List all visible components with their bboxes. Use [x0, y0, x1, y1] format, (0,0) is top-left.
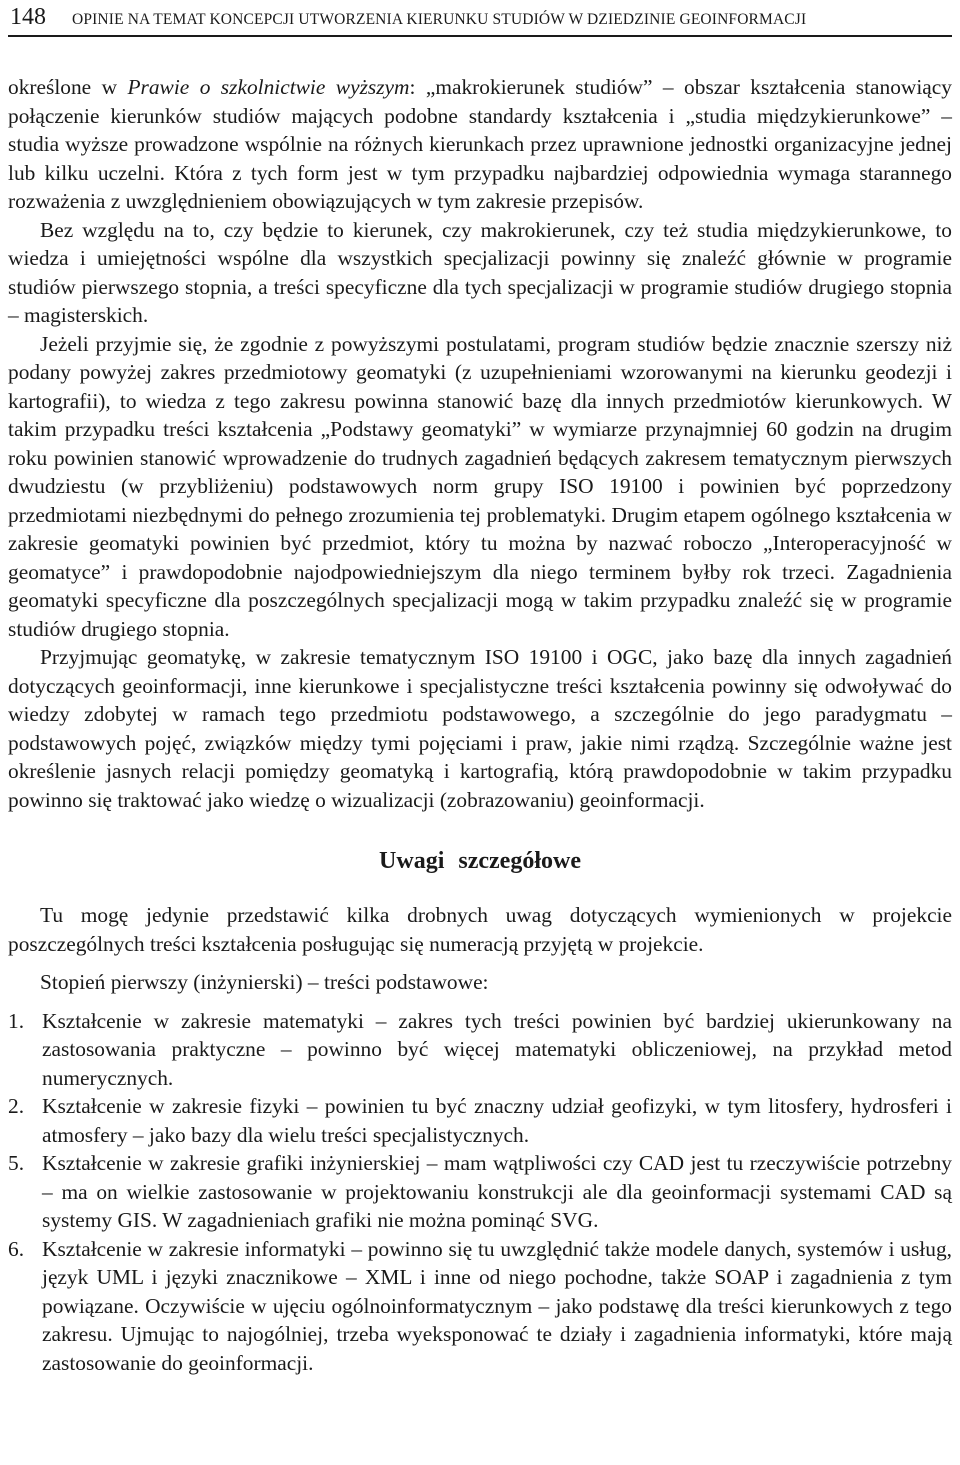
- body-text: [8, 73, 952, 1377]
- list-item: [8, 1149, 952, 1235]
- list-item-text: Kształcenie w zakresie grafiki inżynierskiej – mam wątpliwości czy CAD jest tu rzeczywiście potrzebny – ma on wielkie zastosowanie w projektowaniu konstrukcji ale dla geoinformacji systemami CAD są systemy GIS. W zagadnieniach grafiki nie można pominąć SVG.: [42, 1151, 952, 1232]
- section-subheading: Stopień pierwszy (inżynierski) – treści podstawowe:: [40, 970, 489, 994]
- paragraph-1-text-a: określone w: [8, 75, 128, 99]
- law-title: Prawie o szkolnictwie wyższym: [127, 75, 410, 99]
- running-title: OPINIE NA TEMAT KONCEPCJI UTWORZENIA KIERUNKU STUDIÓW W DZIEDZINIE GEOINFORMACJI: [72, 11, 807, 28]
- list-item-text: Kształcenie w zakresie informatyki – powinno się tu uwzględnić także modele danych, systemów i usług, język UML i języki znacznikowe – XML i inne od niego pochodne, także SOAP i zagadnienia z tym powiązane. Oczywiście w ujęciu ogólnoinformatycznym – jako podstawę dla treści kierunkowych z tego zakresu. Ujmując to najogólniej, trzeba wyeksponować te działy i zagadnienia informatyki, które mają zastosowanie do geoinformacji.: [42, 1236, 952, 1375]
- list-item-number: 1.: [8, 1008, 25, 1033]
- numbered-list: [8, 1007, 952, 1378]
- paragraph-4: Przyjmując geomatykę, w zakresie tematycznym ISO 19100 i OGC, jako bazę dla innych zagadnień dotyczących geoinformacji, inne kierunkowe i specjalistyczne treści kształcenia powinny się odwoływać do wiedzy zdobytej w ramach tego przedmiotu podstawowego, a szczególnie do jego paradygmatu – podstawowych pojęć, związków między tymi pojęciami i praw, jakie nimi rządzą. Szczególnie ważne jest określenie jasnych relacji pomiędzy geomatyką i kartografią, którą prawdopodobnie w takim przypadku powinno się traktować jako wiedzę o wizualizacji (zobrazowaniu) geoinformacji.: [8, 645, 952, 812]
- paragraph-1-text-b: : „makrokierunek studiów” – obszar kształcenia stanowiący połączenie kierunków studiów mających podobne standardy kształcenia i „studia międzykierunkowe” – studia wyższe prowadzone wspólnie na różnych kierunkach przez uprawnione jednostki organizacyjne jednej lub kilku uczelni. Która z tych form jest w tym przypadku najbardziej odpowiednia wymaga starannego rozważenia z uwzględnieniem obowiązujących w tym zakresie przepisów.: [8, 75, 952, 213]
- list-item: [8, 1092, 952, 1149]
- document-page: [0, 4, 960, 1465]
- list-item-text: Kształcenie w zakresie fizyki – powinien tu być znaczny udział geofizyki, w tym litosfery, hydrosferi i atmosfery – jako bazy dla wielu treści specjalistycznych.: [42, 1094, 952, 1147]
- section-heading: Uwagi szczegółowe: [379, 848, 581, 874]
- section-intro: Tu mogę jedynie przedstawić kilka drobnych uwag dotyczących wymienionych w projekcie poszczególnych treści kształcenia posługując się numeracją przyjętą w projekcie.: [8, 903, 952, 956]
- page-number: 148: [10, 4, 46, 30]
- page-header: [8, 4, 952, 37]
- paragraph-2: Bez względu na to, czy będzie to kierunek, czy makrokierunek, czy też studia międzykierunkowe, to wiedza i umiejętności wspólne dla wszystkich specjalizacji powinny się znaleźć głównie w programie studiów pierwszego stopnia, a treści specyficzne dla tych specjalizacji w programie studiów drugiego stopnia – magisterskich.: [8, 217, 952, 327]
- list-item-number: 2.: [8, 1094, 25, 1118]
- list-item: [8, 1235, 952, 1378]
- list-item-number: 6.: [8, 1236, 25, 1261]
- paragraph-3: Jeżeli przyjmie się, że zgodnie z powyższymi postulatami, program studiów będzie znacznie szerszy niż podany powyżej zakres przedmiotowy geomatyki (z uzupełnieniami wzorowanymi na kierunku geodezji i kartografii), to wiedza z tego zakresu powinna stanowić bazę dla innych przedmiotów kierunkowych. W takim przypadku treści kształcenia „Podstawy geomatyki” w wymiarze przynajmniej 60 godzin na drugim roku powinien stanowić wprowadzenie do trudnych zagadnień będących zakresem tematycznym pierwszych dwudziestu (w przybliżeniu) podstawowych norm grupy ISO 19100 i powinien być poprzedzony przedmiotami niezbędnymi do pełnego zrozumienia tej problematyki. Drugim etapem ogólnego kształcenia w zakresie geomatyki powinien być przedmiot, który tu można by nazwać roboczo „Interoperacyjność w geomatyce” i prawdopodobnie najodpowiedniejszym dla niego terminem byłby rok trzeci. Zagadnienia geomatyki specyficzne dla poszczególnych specjalizacji mogą w takim przypadku znaleźć się w programie studiów drugiego stopnia.: [8, 331, 952, 641]
- list-item-text: Kształcenie w zakresie matematyki – zakres tych treści powinien być bardziej ukierunkowany na zastosowania praktyczne – powinno być więcej matematyki obliczeniowej, na przykład metod numerycznych.: [42, 1008, 952, 1090]
- list-item: [8, 1007, 952, 1093]
- list-item-number: 5.: [8, 1151, 25, 1175]
- paragraph-1: [8, 73, 952, 216]
